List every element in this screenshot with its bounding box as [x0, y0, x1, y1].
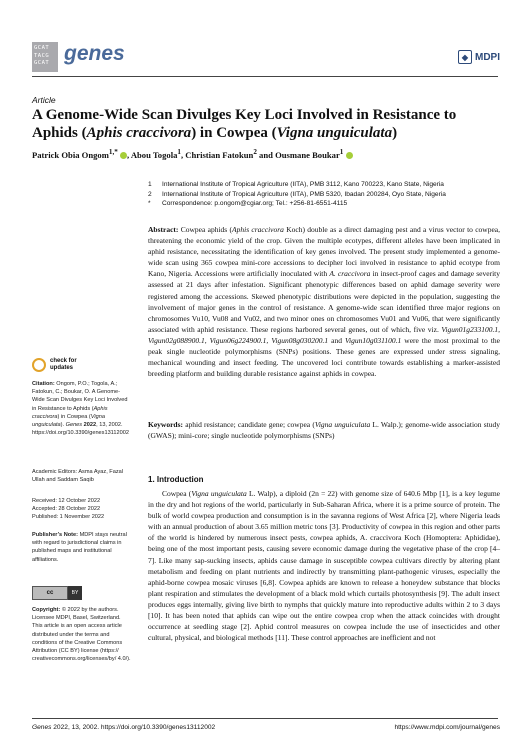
publisher-name: MDPI	[475, 51, 500, 63]
publisher-note: Publisher’s Note: MDPI stays neutral with regard to jurisdictional claims in published maps and institutional affiliations.	[32, 532, 127, 563]
orcid-icon[interactable]	[120, 152, 127, 159]
author-list: Patrick Obia Ongom$^{1,*}$ , Abou Togola$^1$, Christian Fatokun$^2$ and Ousmane Boukar$^1$	[32, 148, 502, 160]
affiliation-item: 1 International Institute of Tropical Agriculture (IITA), PMB 3112, Kano 700223, Kano State, Nigeria	[148, 181, 444, 188]
author-name[interactable]: Patrick Obia Ongom	[32, 149, 109, 160]
author-name[interactable]: Christian Fatokun	[185, 149, 254, 160]
orcid-icon[interactable]	[346, 152, 353, 159]
footer-citation[interactable]: Genes 2022, 13, 2002. https://doi.org/10.3390/genes13112002	[32, 724, 216, 731]
publisher-logo[interactable]	[458, 50, 500, 64]
author-name[interactable]: Ousmane Boukar	[275, 149, 340, 160]
section-heading: 1. Introduction	[148, 475, 204, 484]
introduction-text: Cowpea (Vigna unguiculata L. Walp), a diploid (2n = 22) with genome size of 640.6 Mbp [1], is a key legume in the dry and hot regions of the world, particularly in Sub-Saharan Africa, where it is a prime source of protein. The bulk of world cowpea production and consumption is in the savanna regions of West Africa [2], where Nigeria leads with an annual production of about 3.65 million metric tons [3]. Productivity of cowpea in this region and other parts of the world is hindered by numerous insect pests, cowpea aphids, A. craccivora Koch (Homoptera: Aphididae), being one of the most important pests, causing severe economic damage during the vegetative phase of the crop [4–7]. Like many sap-sucking insects, aphids cause damage in susceptible cowpea cultivars directly by altering plant metabolism and feeding on plant nutrients and indirectly by transmitting plant-pathogenic viruses, especially the aphid-borne cowpea mosaic viruses [6,8]. Cowpea aphids are known to release a honeydew substance that blocks plant respiration and stimulates the development of a black mold which curtails photosynthesis [9]. The adult insect produces eggs internally, giving live birth to nymphs that quickly mature into reproductive adults within 2 to 3 days [10]. It has been noted that aphids can wipe out the entire cowpea crop when the attack coincides with drought occurrence at seedling stage [2]. Aphid control measures on cowpea include the use of insecticides and other cultural, physical, and biological methods [11]. These control approaches are inefficient and not	[148, 489, 500, 643]
abstract: Abstract: Cowpea aphids (Aphis craccivora Koch) double as a direct damaging pest and a virus vector to cowpea, threatening the economic yield of the crop. Given the multiple ecotypes, different alleles have been implicated in aphid resistance, necessitating the identification of key genes involved. The present study implemented a genome-wide scan using 365 cowpea mini-core accessions to decipher loci involved in resistance to aphid ecotype from Kano, Nigeria. Accessions were artificially inoculated with A. craccivora in insect-proof cages and damage severity assessed at 21 days after infestation. Significant phenotypic differences based on aphid damage severity were registered among the accessions. Skewed phenotypic distributions were depicted in the population, suggesting the involvement of major genes in the control of resistance. A genome-wide scan identified three major regions on chromosomes Vu10, Vu08 and Vu02, and two minor ones on chromosomes Vu01 and Vu06, that were significantly associated with aphid resistance. These regions harbored several genes, out of which, five viz. Vigun01g233100.1, Vigun02g088900.1, Vigun06g224900.1, Vigun08g030200.1 and Vigun10g031100.1 were the most proximal to the peak single nucleotide polymorphisms (SNPs) positions. These genes are expressed under stress signaling, mechanical wounding and insect feeding. The uncovered loci contribute towards establishing a marker-assisted breeding platform and building durable resistance against aphids in cowpea.	[148, 225, 500, 379]
journal-name[interactable]: genes	[64, 42, 125, 65]
check-for-updates-button[interactable]: check for updates	[32, 358, 77, 372]
keywords: Keywords: aphid resistance; candidate gene; cowpea (Vigna unguiculata L. Walp.); genome-wide association study (GWAS); mini-core; single nucleotide polymorphisms (SNPs)	[148, 420, 500, 441]
copyright: Copyright: © 2022 by the authors. Licensee MDPI, Basel, Switzerland. This article is an open access article distributed under the terms and conditions of the Creative Commons Attribution (CC BY) license (https:// creativecommons.org/licenses/by/ 4.0/).	[32, 607, 131, 663]
affiliation-item: 2 International Institute of Tropical Agriculture (IITA), PMB 5320, Ibadan 200284, Oyo State, Nigeria	[148, 190, 446, 198]
article-type: Article	[32, 95, 56, 105]
academic-editors: Academic Editors: Asma Ayaz, Fazal Ullah and Saddam Saqib	[32, 469, 123, 484]
dates: Received: 12 October 2022 Accepted: 28 October 2022 Published: 1 November 2022	[32, 498, 105, 521]
footer-journal-link[interactable]: https://www.mdpi.com/journal/genes	[394, 724, 500, 731]
author-name[interactable]: Abou Togola	[130, 149, 178, 160]
journal-logo: GCAT TACG GCAT	[32, 42, 58, 72]
cc-by-icon[interactable]: BY	[68, 586, 82, 600]
footer-divider	[32, 718, 498, 719]
cc-license-icon[interactable]: cc	[32, 586, 68, 600]
update-icon	[32, 358, 46, 372]
header-divider	[32, 76, 498, 77]
affiliations	[148, 180, 498, 209]
page-title: A Genome-Wide Scan Divulges Key Loci Involved in Resistance to Aphids (Aphis craccivora) in Cowpea (Vigna unguiculata)	[32, 107, 457, 141]
citation: Citation: Ongom, P.O.; Togola, A.; Fatokun, C.; Boukar, O. A Genome-Wide Scan Divulges Key Loci Involved in Resistance to Aphids (Aphis craccivora) in Cowpea (Vigna unguiculata). Genes 2022, 13, 2002. https://doi.org/10.3390/genes13112002	[32, 381, 129, 437]
mdpi-icon: ◆	[458, 50, 472, 64]
correspondence[interactable]: * Correspondence: p.ongom@cgiar.org; Tel.: +256-81-6551-4115	[148, 200, 348, 207]
